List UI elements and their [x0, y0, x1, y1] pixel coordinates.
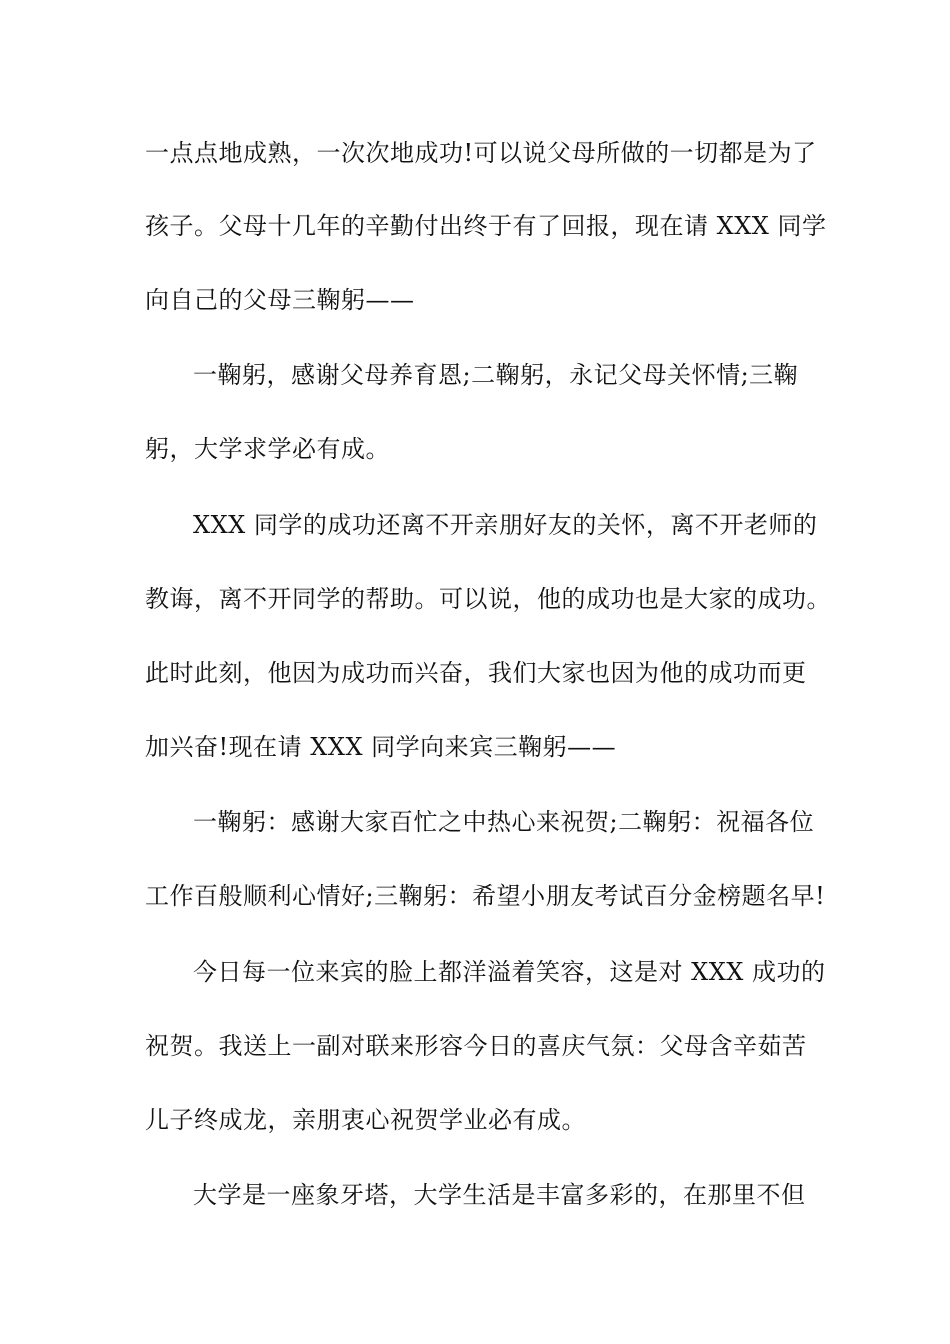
paragraph-first-line: 一鞠躬：感谢大家百忙之中热心来祝贺;二鞠躬：祝福各位 — [193, 808, 815, 836]
text-line: 加兴奋!现在请 XXX 同学向来宾三鞠躬—— — [145, 733, 617, 761]
paragraph-first-line: 今日每一位来宾的脸上都洋溢着笑容，这是对 XXX 成功的 — [193, 958, 826, 986]
text-line: 向自己的父母三鞠躬—— — [145, 286, 415, 314]
text-line: 祝贺。我送上一副对联来形容今日的喜庆气氛：父母含辛茹苦 — [145, 1032, 807, 1060]
text-line: 教诲，离不开同学的帮助。可以说，他的成功也是大家的成功。 — [145, 585, 831, 613]
text-line: 一点点地成熟，一次次地成功!可以说父母所做的一切都是为了 — [145, 139, 817, 167]
text-line: 此时此刻，他因为成功而兴奋，我们大家也因为他的成功而更 — [145, 659, 807, 687]
text-line: 躬，大学求学必有成。 — [145, 435, 390, 463]
paragraph-first-line: 大学是一座象牙塔，大学生活是丰富多彩的，在那里不但 — [193, 1181, 806, 1209]
paragraph-first-line: XXX 同学的成功还离不开亲朋好友的关怀，离不开老师的 — [193, 511, 818, 539]
text-line: 工作百般顺利心情好;三鞠躬：希望小朋友考试百分金榜题名早! — [145, 882, 826, 910]
text-line: 孩子。父母十几年的辛勤付出终于有了回报，现在请 XXX 同学 — [145, 212, 827, 240]
paragraph-first-line: 一鞠躬，感谢父母养育恩;二鞠躬，永记父母关怀情;三鞠 — [193, 361, 799, 389]
text-line: 儿子终成龙，亲朋衷心祝贺学业必有成。 — [145, 1106, 586, 1134]
